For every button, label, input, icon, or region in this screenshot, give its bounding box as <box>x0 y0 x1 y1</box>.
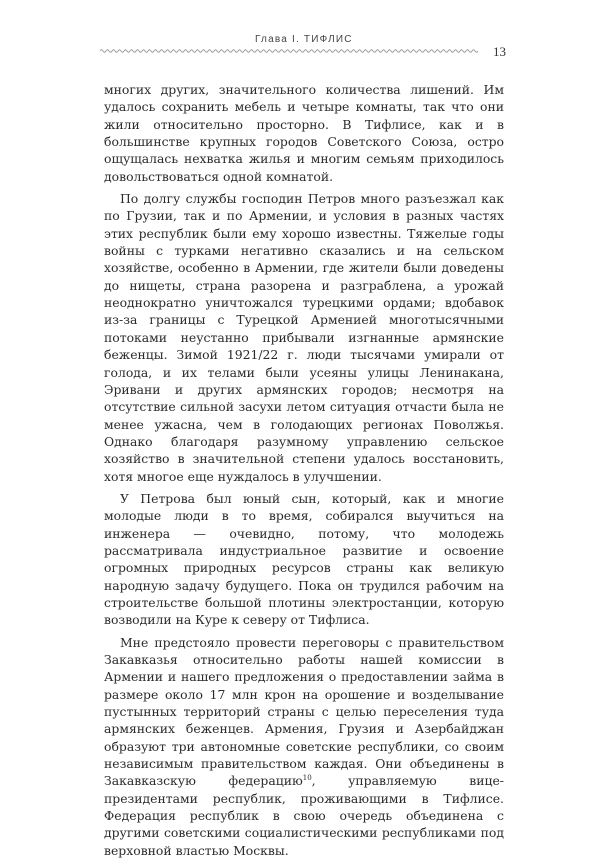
body-text <box>104 81 504 864</box>
paragraph: По долгу службы господин Петров много разъезжал как по Грузии, так и по Армении, и условия в разных частях этих республик были ему хорошо известны. Тяжелые годы войны с турками негативно сказались и на сельском хозяйстве, особенно в Армении, где жители были доведены до нищеты, страна разорена и разграблена, а урожай неоднократно уничтожался турецкими ордами; вдобавок из-за границы с Турецкой Арменией многотысячными потоками неустанно прибывали изгнанные армянские беженцы. Зимой 1921/22 г. люди тысячами умирали от голода, и их телами были усеяны улицы Ленинакана, Эривани и других армянских городов; несмотря на отсутствие сильной засухи летом ситуация отчасти была не менее ужасна, чем в голодающих регионах Поволжья. Однако благодаря разумному управлению сельское хозяйство в значительной степени удалось восстановить, хотя многое еще нуждалось в улучшении. <box>104 191 504 484</box>
decorative-wavy-rule <box>100 47 478 55</box>
paragraph: У Петрова был юный сын, который, как и многие молодые люди в то время, собирался выучиться на инженера — очевидно, потому, что молодежь рассматривала индустриальное развитие и освоение огромных природных ресурсов страны как великую народную задачу будущего. Пока он трудился рабочим на строительстве большой плотины электростанции, которую возводили на Куре к северу от Тифлиса. <box>104 490 504 628</box>
page-number: 13 <box>493 44 506 59</box>
paragraph <box>104 634 504 859</box>
paragraph-text: , управляемую вице-президентами республик, проживающими в Тифлисе. Федерация республик в свою очередь объединена с другими советскими социалистическими республиками под верховной властью Москвы. <box>104 773 504 858</box>
paragraph: многих других, значительного количества лишений. Им удалось сохранить мебель и четыре комнаты, так что они жили относительно просторно. В Тифлисе, как и в большинстве крупных городов Советского Союза, остро ощущалась нехватка жилья и многим семьям приходилось довольствоваться одной комнатой. <box>104 82 504 184</box>
footnote-reference: 10 <box>302 774 312 783</box>
paragraph-text: Мне предстояло провести переговоры с правительством Закавказья относительно работы нашей комиссии в Армении и нашего предложения о предоставлении займа в размере около 17 млн крон на орошение и возделывание пустынных территорий страны с целью переселения туда армянских беженцев. Армения, Грузия и Азербайджан образуют три автономные советские республики, со своим независимым правительством каждая. Они объединены в Закавказскую федерацию <box>104 634 504 789</box>
running-head: Глава I. ТИФЛИС <box>255 34 353 45</box>
